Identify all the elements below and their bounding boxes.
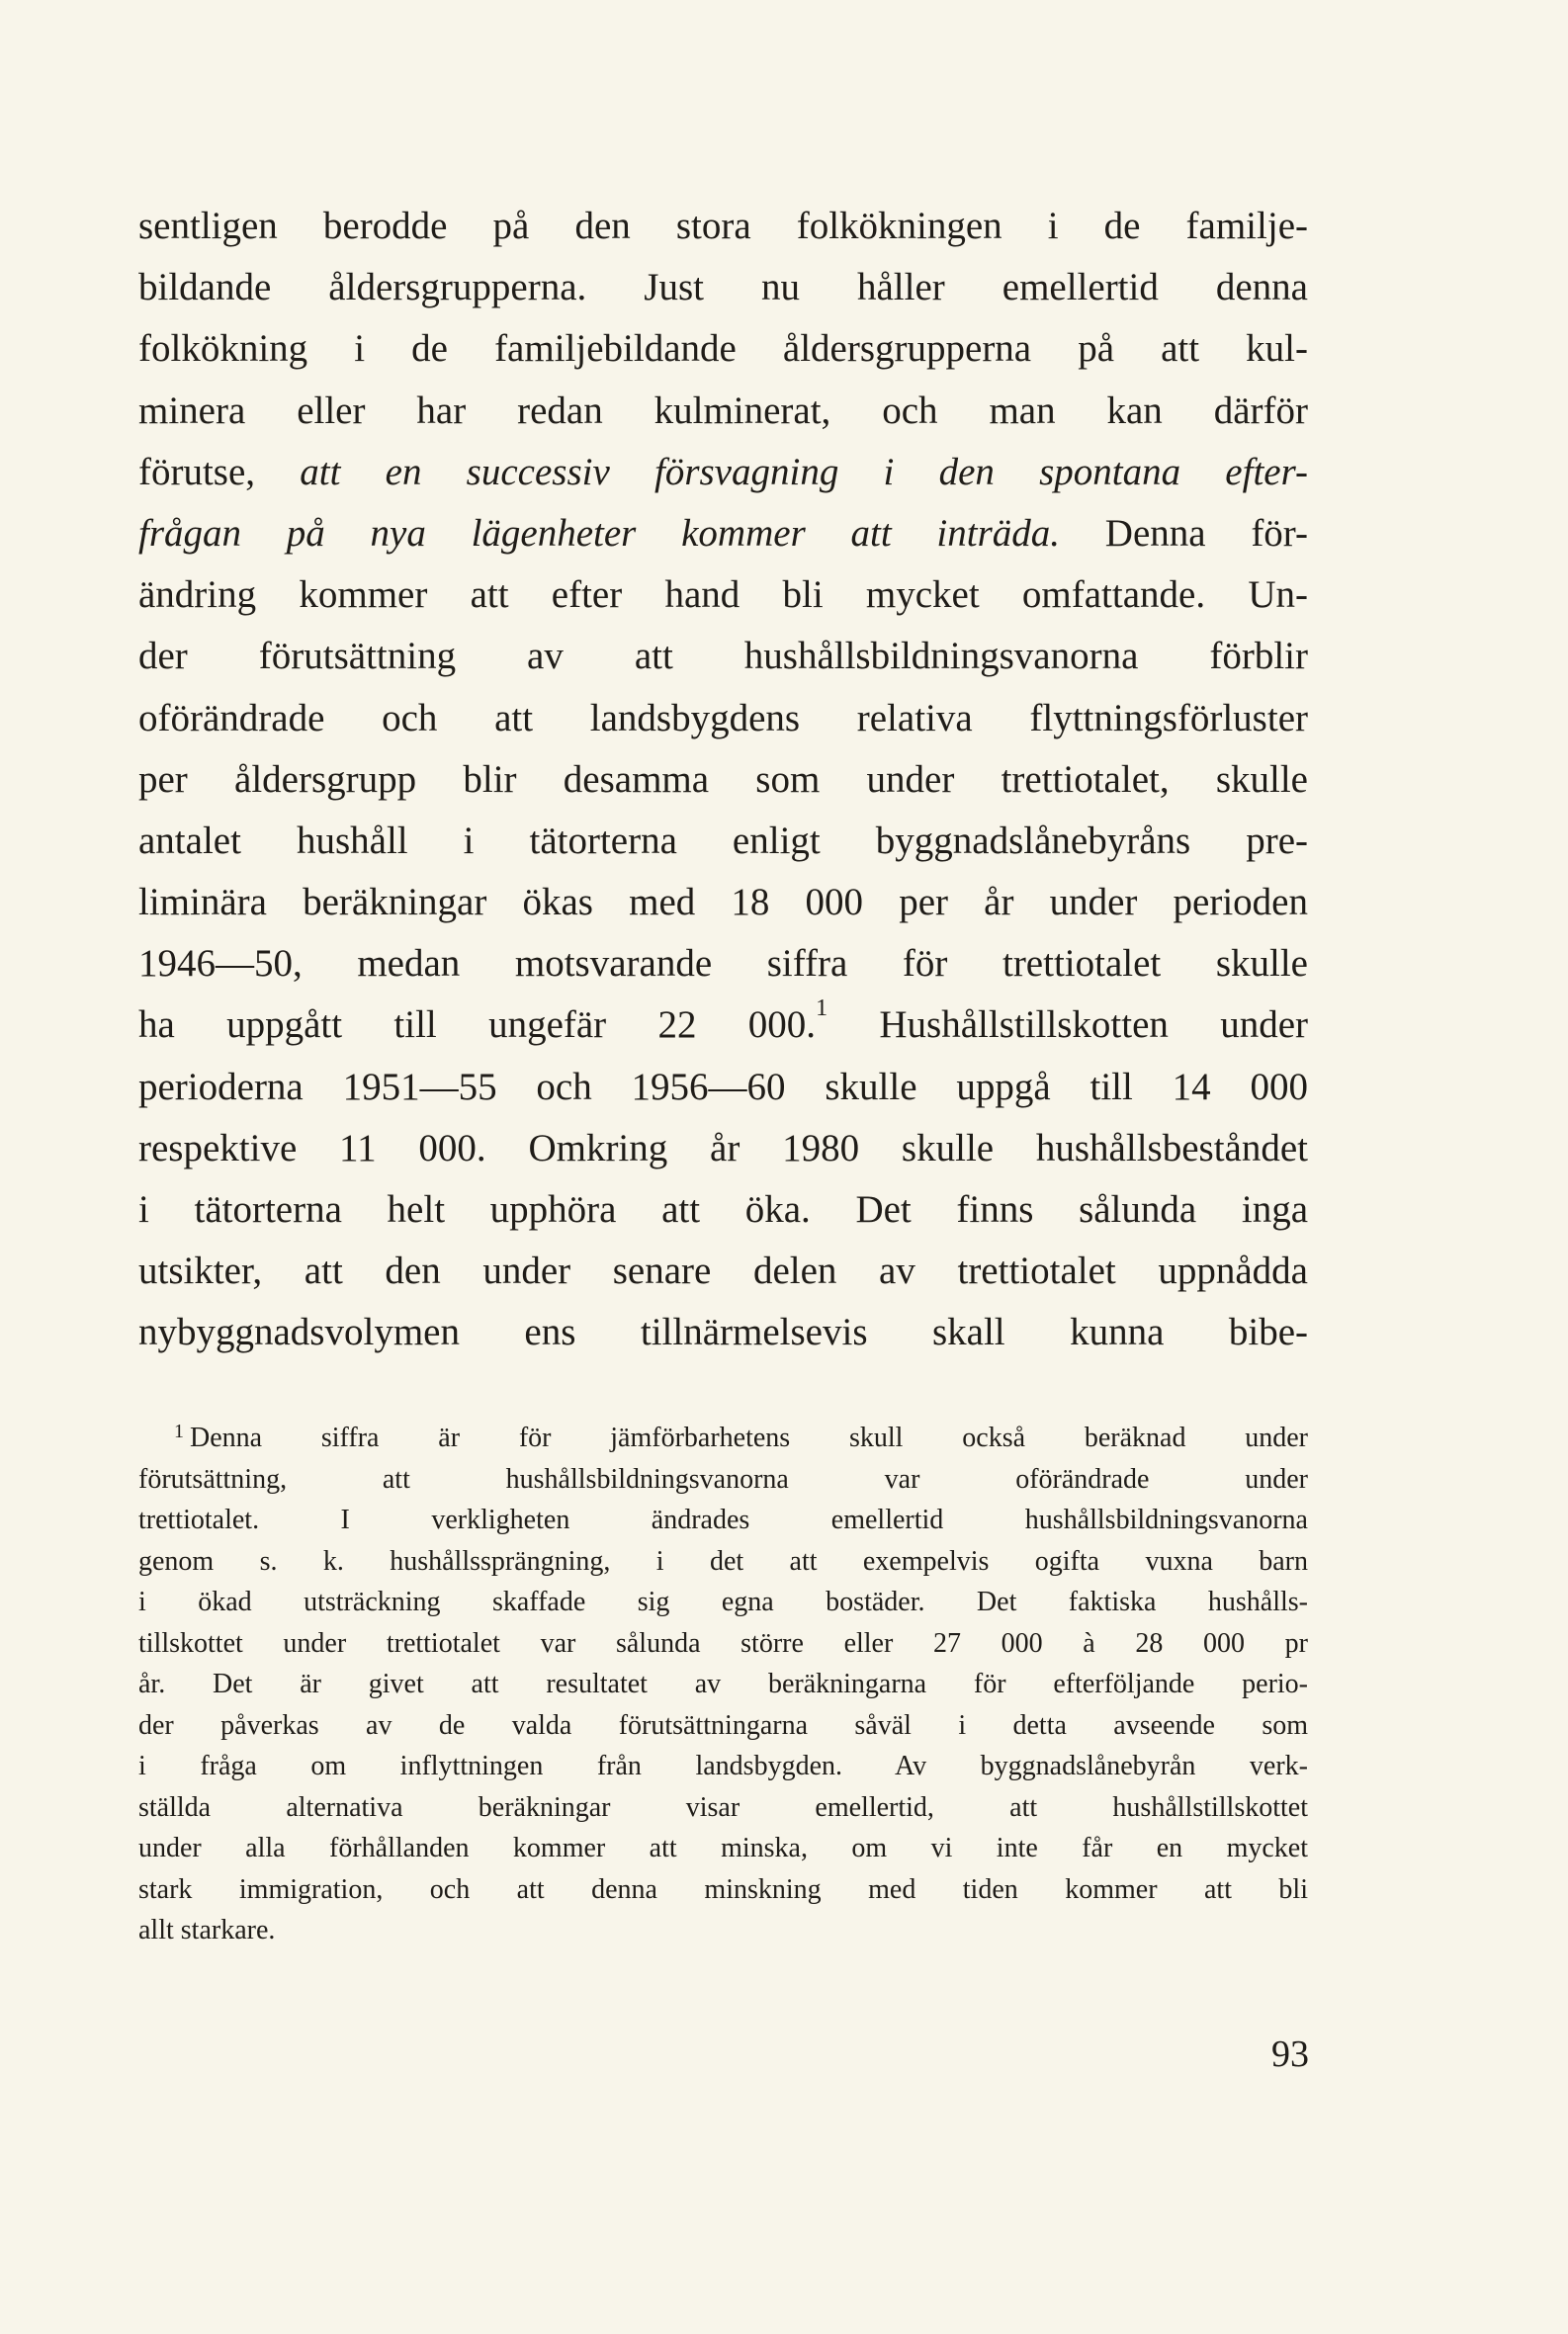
- footnote-reference: 1: [816, 995, 828, 1022]
- footnote-line: under alla förhållanden kommer att minska, om vi inte får en mycket: [138, 1833, 1308, 1863]
- footnote-line: [138, 1418, 1308, 1459]
- text-line: [138, 994, 1308, 1056]
- text-line: utsikter, att den under senare delen av trettiotalet uppnådda: [138, 1250, 1308, 1293]
- text-line: ändring kommer att efter hand bli mycket omfattande. Un-: [138, 573, 1308, 617]
- footnote-line: i fråga om inflyttningen från landsbygden. Av byggnadslånebyrån verk-: [138, 1751, 1308, 1781]
- text-line: sentligen berodde på den stora folkökningen i de familje-: [138, 205, 1308, 247]
- page-number: 93: [1271, 2033, 1309, 2075]
- text-segment: Hushållstillskotten under: [828, 1003, 1308, 1047]
- footnote-line: år. Det är givet att resultatet av beräkningarna för efterföljande perio-: [138, 1669, 1308, 1699]
- footnote-number: 1: [174, 1421, 184, 1442]
- text-line: [138, 442, 1308, 503]
- text-line: per åldersgrupp blir desamma som under trettiotalet, skulle: [138, 757, 1308, 801]
- text-line: perioderna 1951—55 och 1956—60 skulle uppgå till 14 000: [138, 1065, 1308, 1108]
- footnote: [138, 1418, 1308, 1951]
- text-line: i tätorterna helt upphöra att öka. Det finns sålunda inga: [138, 1188, 1308, 1231]
- text-segment: Denna för-: [1060, 511, 1309, 555]
- italic-emphasis: att en successiv försvagning i den spontana efter-: [300, 450, 1308, 493]
- italic-emphasis: frågan på nya lägenheter kommer att inträda.: [138, 511, 1061, 555]
- text-segment: ha uppgått till ungefär 22 000.: [138, 1003, 817, 1047]
- footnote-line: ställda alternativa beräkningar visar emellertid, att hushållstillskottet: [138, 1791, 1308, 1823]
- text-line: der förutsättning av att hushållsbildningsvanorna förblir: [138, 635, 1308, 678]
- footnote-line: tillskottet under trettiotalet var sålunda större eller 27 000 à 28 000 pr: [138, 1627, 1308, 1659]
- text-line: folkökning i de familjebildande åldersgrupperna på att kul-: [138, 327, 1308, 371]
- footnote-text: Denna siffra är för jämförbarhetens skull också beräknad under: [190, 1423, 1308, 1453]
- text-segment: förutse,: [138, 450, 301, 493]
- footnote-line: genom s. k. hushållssprängning, i det att exempelvis ogifta vuxna barn: [138, 1545, 1308, 1577]
- footnote-line: stark immigration, och att denna minskning med tiden kommer att bli: [138, 1873, 1308, 1905]
- footnote-line: i ökad utsträckning skaffade sig egna bostäder. Det faktiska hushålls-: [138, 1587, 1308, 1617]
- text-line: respektive 11 000. Omkring år 1980 skulle hushållsbeståndet: [138, 1126, 1308, 1169]
- text-line: oförändrade och att landsbygdens relativa flyttningsförluster: [138, 696, 1308, 739]
- body-text: [138, 196, 1308, 1364]
- text-line: nybyggnadsvolymen ens tillnärmelsevis skall kunna bibe-: [138, 1311, 1308, 1354]
- text-line: liminära beräkningar ökas med 18 000 per år under perioden: [138, 881, 1308, 924]
- text-line: minera eller har redan kulminerat, och man kan därför: [138, 389, 1308, 432]
- footnote-line: der påverkas av de valda förutsättningarna såväl i detta avseende som: [138, 1709, 1308, 1741]
- text-line: 1946—50, medan motsvarande siffra för trettiotalet skulle: [138, 942, 1308, 986]
- text-line: bildande åldersgrupperna. Just nu håller emellertid denna: [138, 266, 1308, 309]
- footnote-line: allt starkare.: [138, 1915, 276, 1945]
- footnote-line: förutsättning, att hushållsbildningsvanorna var oförändrade under: [138, 1463, 1308, 1495]
- text-line: antalet hushåll i tätorterna enligt byggnadslånebyråns pre-: [138, 819, 1308, 862]
- footnote-line: trettiotalet. I verkligheten ändrades emellertid hushållsbildningsvanorna: [138, 1505, 1308, 1535]
- text-line: [138, 503, 1308, 564]
